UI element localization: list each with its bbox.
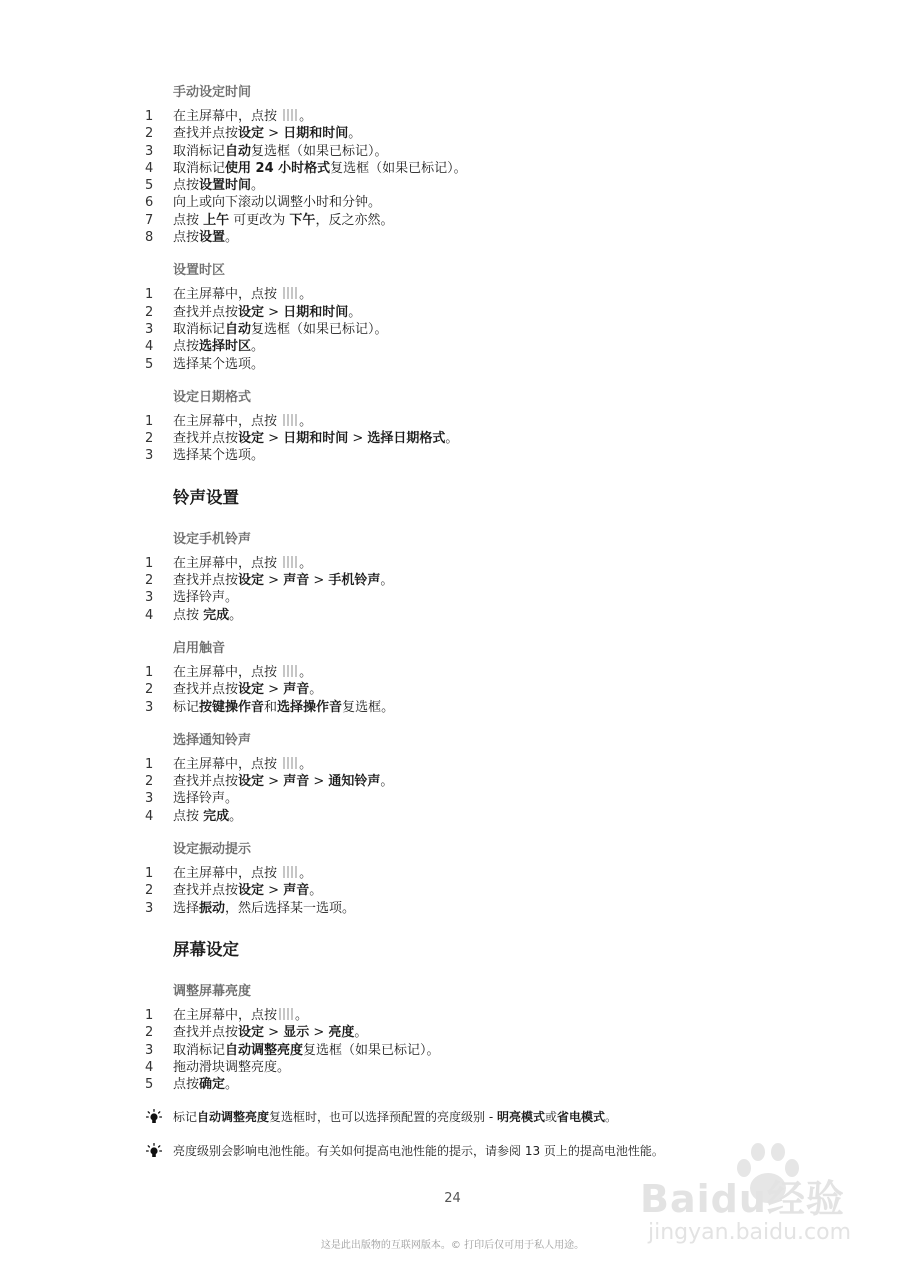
bold-term: 日期和时间 [283, 431, 349, 447]
text-run: 。 [299, 664, 313, 680]
text-run: ，反之亦然。 [315, 212, 394, 228]
step-number: 8 [145, 230, 154, 246]
subsection-title: 调整屏幕亮度 [173, 983, 252, 999]
step-text [173, 1076, 238, 1093]
step-text [173, 338, 264, 355]
bold-term: 完成 [203, 808, 230, 824]
step-number: 3 [145, 791, 154, 807]
text-run: 查找并点按 [173, 1025, 239, 1041]
step-text [173, 808, 242, 825]
step-number: 2 [145, 1025, 154, 1041]
text-run: 。 [299, 413, 313, 429]
text-run: 在主屏幕中，点按 [173, 756, 282, 772]
footer-note: 这是此出版物的互联网版本。© 打印后仅可用于私人用途。 [320, 1240, 585, 1251]
step-list [145, 1007, 845, 1093]
text-run: 取消标记 [173, 321, 226, 337]
lightbulb-icon [145, 1143, 173, 1159]
text-run: 标记 [173, 699, 200, 715]
text-run: > [264, 883, 284, 899]
bold-term: 手机铃声 [328, 573, 381, 589]
bold-term: 声音 [283, 883, 310, 899]
step-text [173, 304, 361, 321]
bold-term: 选择时区 [199, 339, 252, 355]
step-text [173, 194, 381, 211]
bold-term: 自动调整亮度 [197, 1110, 270, 1125]
text-run: 。 [299, 555, 313, 571]
step-item [145, 882, 845, 899]
step-number: 1 [145, 664, 154, 680]
bold-term: 设定 [238, 304, 265, 320]
page-content [145, 84, 845, 1173]
text-run: 亮度级别会影响电池性能。有关如何提高电池性能的提示，请参阅 13 页上的提高电池性能。 [173, 1144, 664, 1159]
step-text [173, 664, 312, 681]
text-run: 查找并点按 [173, 126, 239, 142]
step-item [145, 699, 845, 716]
bold-term: 声音 [283, 573, 310, 589]
step-item [145, 212, 845, 229]
step-item [145, 229, 845, 246]
text-run: 在主屏幕中，点按 [173, 109, 282, 124]
text-run: 点按 [173, 808, 204, 824]
step-number: 3 [145, 448, 154, 464]
text-run: 选择 [173, 900, 200, 916]
text-run: 查找并点按 [173, 774, 239, 790]
text-run: > [264, 682, 284, 698]
step-item [145, 430, 845, 447]
step-item [145, 790, 845, 807]
step-item [145, 1076, 845, 1093]
step-text [173, 125, 361, 142]
text-run: 查找并点按 [173, 304, 239, 320]
bold-term: 日期和时间 [283, 304, 349, 320]
step-number: 5 [145, 1077, 154, 1093]
step-text [173, 900, 355, 917]
step-text [173, 160, 467, 177]
text-run: > [264, 126, 284, 142]
step-item [145, 160, 845, 177]
step-item [145, 125, 845, 142]
text-run: 点按 [173, 339, 200, 355]
text-run: 。 [225, 1077, 239, 1093]
text-run: 在主屏幕中，点按 [173, 555, 282, 571]
watermark-brand: Baidu经验 [640, 1177, 845, 1221]
section-title: 铃声设置 [173, 487, 239, 507]
bold-term: 设定 [238, 431, 265, 447]
text-run: 在主屏幕中，点按 [173, 866, 282, 882]
text-run: > [264, 1025, 284, 1041]
subsection-title: 设定手机铃声 [173, 531, 252, 547]
bold-term: 设定 [238, 1025, 265, 1041]
bold-term: 日期和时间 [283, 126, 349, 142]
subsection-title: 设定振动提示 [173, 842, 252, 858]
subsection-title: 启用触音 [173, 640, 226, 656]
step-item [145, 447, 845, 464]
step-text [173, 430, 458, 447]
watermark-url: jingyan.baidu.com [648, 1220, 852, 1245]
text-run: 。 [309, 682, 323, 698]
text-run: 或 [545, 1110, 558, 1125]
text-run: 查找并点按 [173, 682, 239, 698]
step-list [145, 108, 845, 246]
step-text [173, 555, 312, 572]
bold-term: 选择日期格式 [367, 431, 446, 447]
step-text [173, 143, 388, 160]
text-run: 可更改为 [229, 212, 290, 228]
text-run: 在主屏幕中，点按 [173, 664, 282, 680]
baidu-jingyan-watermark [640, 1140, 880, 1255]
step-number: 1 [145, 109, 154, 124]
lightbulb-icon [145, 1109, 173, 1125]
step-item [145, 664, 845, 681]
bold-term: 显示 [283, 1025, 310, 1041]
text-run: 复选框（如果已标记）。 [330, 160, 467, 176]
text-run: 。 [225, 230, 239, 246]
step-list [145, 555, 845, 624]
step-item [145, 356, 845, 373]
step-text [173, 447, 264, 464]
text-run: 。 [605, 1110, 618, 1125]
step-number: 1 [145, 756, 154, 772]
step-item [145, 607, 845, 624]
bold-term: 振动 [199, 900, 226, 916]
text-run: 拖动滑块调整亮度。 [173, 1059, 291, 1075]
text-run: 。 [348, 126, 362, 142]
step-item [145, 413, 845, 430]
step-number: 4 [145, 160, 154, 176]
bold-term: 自动调整亮度 [225, 1042, 304, 1058]
text-run: 。 [299, 866, 313, 882]
app-grid-icon [283, 287, 297, 299]
text-run: > [309, 774, 329, 790]
step-list [145, 664, 845, 716]
text-run: 。 [295, 1007, 309, 1023]
step-number: 2 [145, 126, 154, 142]
step-item [145, 286, 845, 303]
bold-term: 设定 [238, 126, 265, 142]
step-number: 1 [145, 287, 154, 303]
step-text [173, 865, 312, 882]
step-list [145, 865, 845, 917]
text-run: 复选框（如果已标记）。 [251, 143, 388, 159]
text-run: > [264, 304, 284, 320]
step-text [173, 286, 312, 303]
step-number: 5 [145, 356, 154, 372]
step-number: 4 [145, 1059, 154, 1075]
text-run: > [264, 431, 284, 447]
step-number: 5 [145, 178, 154, 194]
step-list [145, 413, 845, 465]
step-text [173, 756, 312, 773]
text-run: 取消标记 [173, 160, 226, 176]
text-run: 选择某个选项。 [173, 356, 265, 372]
bold-term: 上午 [203, 212, 230, 228]
step-text [173, 1007, 308, 1024]
step-item [145, 773, 845, 790]
bold-term: 使用 24 小时格式 [225, 160, 331, 176]
step-number: 4 [145, 339, 154, 355]
step-text [173, 589, 238, 606]
step-number: 1 [145, 555, 154, 571]
step-text [173, 681, 322, 698]
step-item [145, 555, 845, 572]
step-number: 4 [145, 808, 154, 824]
text-run: 选择某个选项。 [173, 448, 265, 464]
step-number: 2 [145, 304, 154, 320]
bold-term: 亮度 [328, 1025, 355, 1041]
step-text [173, 229, 238, 246]
text-run: > [348, 431, 368, 447]
step-number: 2 [145, 573, 154, 589]
step-text [173, 572, 393, 589]
step-text [173, 1059, 290, 1076]
text-run: 。 [354, 1025, 368, 1041]
text-run: 。 [299, 756, 313, 772]
text-run: 点按 [173, 178, 200, 194]
subsection-title: 选择通知铃声 [173, 732, 252, 748]
step-list [145, 286, 845, 372]
step-item [145, 1024, 845, 1041]
bold-term: 设定 [238, 883, 265, 899]
bold-term: 完成 [203, 607, 230, 623]
step-number: 3 [145, 321, 154, 337]
step-text [173, 773, 393, 790]
text-run: 查找并点按 [173, 883, 239, 899]
step-item [145, 338, 845, 355]
step-number: 4 [145, 607, 154, 623]
subsection-title: 设定日期格式 [173, 389, 252, 405]
text-run: > [264, 573, 284, 589]
step-text [173, 212, 393, 229]
step-number: 3 [145, 1042, 154, 1058]
tip-text [173, 1109, 617, 1125]
text-run: 选择铃声。 [173, 791, 239, 807]
app-grid-icon [283, 866, 297, 878]
step-text [173, 790, 238, 807]
bold-term: 声音 [283, 682, 310, 698]
text-run: 。 [380, 774, 394, 790]
text-run: 点按 [173, 607, 204, 623]
text-run: > [309, 1025, 329, 1041]
step-item [145, 1007, 845, 1024]
bold-term: 设置时间 [199, 178, 252, 194]
step-text [173, 108, 312, 125]
step-number: 2 [145, 431, 154, 447]
step-text [173, 356, 264, 373]
text-run: 。 [251, 339, 265, 355]
text-run: 在主屏幕中，点按 [173, 1007, 278, 1023]
step-text [173, 607, 242, 624]
step-number: 2 [145, 682, 154, 698]
step-text [173, 1024, 367, 1041]
step-number: 3 [145, 590, 154, 606]
text-run: 。 [348, 304, 362, 320]
tip-note [145, 1109, 845, 1139]
step-text [173, 882, 322, 899]
text-run: 和 [264, 699, 278, 715]
tip-text [173, 1143, 664, 1159]
text-run: 在主屏幕中，点按 [173, 413, 282, 429]
bold-term: 自动 [225, 143, 252, 159]
text-run: 复选框（如果已标记）。 [303, 1042, 440, 1058]
step-text [173, 413, 312, 430]
text-run: 。 [251, 178, 265, 194]
app-grid-icon [279, 1008, 293, 1020]
step-text [173, 1042, 440, 1059]
step-number: 3 [145, 143, 154, 159]
text-run: 点按 [173, 230, 200, 246]
text-run: 复选框时，也可以选择预配置的亮度级别 - [269, 1110, 497, 1125]
bold-term: 省电模式 [557, 1110, 606, 1125]
page-number: 24 [444, 1191, 461, 1206]
step-text [173, 177, 264, 194]
text-run: 。 [229, 607, 243, 623]
text-run: 点按 [173, 212, 204, 228]
bold-term: 设定 [238, 774, 265, 790]
text-run: 查找并点按 [173, 573, 239, 589]
step-number: 1 [145, 1007, 154, 1023]
subsection-title: 设置时区 [173, 263, 226, 279]
text-run: 。 [229, 808, 243, 824]
step-item [145, 108, 845, 125]
step-item [145, 756, 845, 773]
step-number: 3 [145, 699, 154, 715]
bold-term: 确定 [199, 1077, 226, 1093]
app-grid-icon [283, 757, 297, 769]
text-run: 向上或向下滚动以调整小时和分钟。 [173, 195, 382, 211]
text-run: 标记 [173, 1110, 198, 1125]
text-run: 选择铃声。 [173, 590, 239, 606]
step-item [145, 681, 845, 698]
step-item [145, 808, 845, 825]
step-number: 6 [145, 195, 154, 211]
step-item [145, 194, 845, 211]
step-item [145, 143, 845, 160]
text-run: 。 [299, 109, 313, 124]
step-item [145, 900, 845, 917]
bold-term: 下午 [289, 212, 316, 228]
text-run: 。 [380, 573, 394, 589]
bold-term: 按键操作音 [199, 699, 265, 715]
step-number: 1 [145, 866, 154, 882]
step-item [145, 304, 845, 321]
text-run: 复选框。 [342, 699, 395, 715]
app-grid-icon [283, 109, 297, 121]
text-run: > [264, 774, 284, 790]
subsection-title: 手动设定时间 [173, 85, 252, 100]
bold-term: 选择操作音 [277, 699, 343, 715]
step-item [145, 321, 845, 338]
step-number: 2 [145, 774, 154, 790]
step-item [145, 865, 845, 882]
step-item [145, 1059, 845, 1076]
text-run: 在主屏幕中，点按 [173, 287, 282, 303]
text-run: 取消标记 [173, 1042, 226, 1058]
text-run: 。 [445, 431, 459, 447]
step-item [145, 177, 845, 194]
step-list [145, 756, 845, 825]
app-grid-icon [283, 414, 297, 426]
text-run: 。 [299, 287, 313, 303]
step-item [145, 572, 845, 589]
text-run: 取消标记 [173, 143, 226, 159]
bold-term: 自动 [225, 321, 252, 337]
text-run: 。 [309, 883, 323, 899]
text-run: 查找并点按 [173, 431, 239, 447]
bold-term: 通知铃声 [328, 774, 381, 790]
bold-term: 声音 [283, 774, 310, 790]
step-number: 2 [145, 883, 154, 899]
bold-term: 设定 [238, 682, 265, 698]
step-text [173, 699, 394, 716]
step-item [145, 589, 845, 606]
section-title: 屏幕设定 [173, 939, 239, 959]
app-grid-icon [283, 665, 297, 677]
bold-term: 明亮模式 [497, 1110, 546, 1125]
text-run: 点按 [173, 1077, 200, 1093]
step-number: 1 [145, 413, 154, 429]
app-grid-icon [283, 556, 297, 568]
text-run: > [309, 573, 329, 589]
step-text [173, 321, 388, 338]
bold-term: 设定 [238, 573, 265, 589]
text-run: ，然后选择某一选项。 [225, 900, 356, 916]
text-run: 复选框（如果已标记）。 [251, 321, 388, 337]
step-number: 7 [145, 212, 154, 228]
bold-term: 设置 [199, 230, 226, 246]
step-item [145, 1042, 845, 1059]
step-number: 3 [145, 900, 154, 916]
